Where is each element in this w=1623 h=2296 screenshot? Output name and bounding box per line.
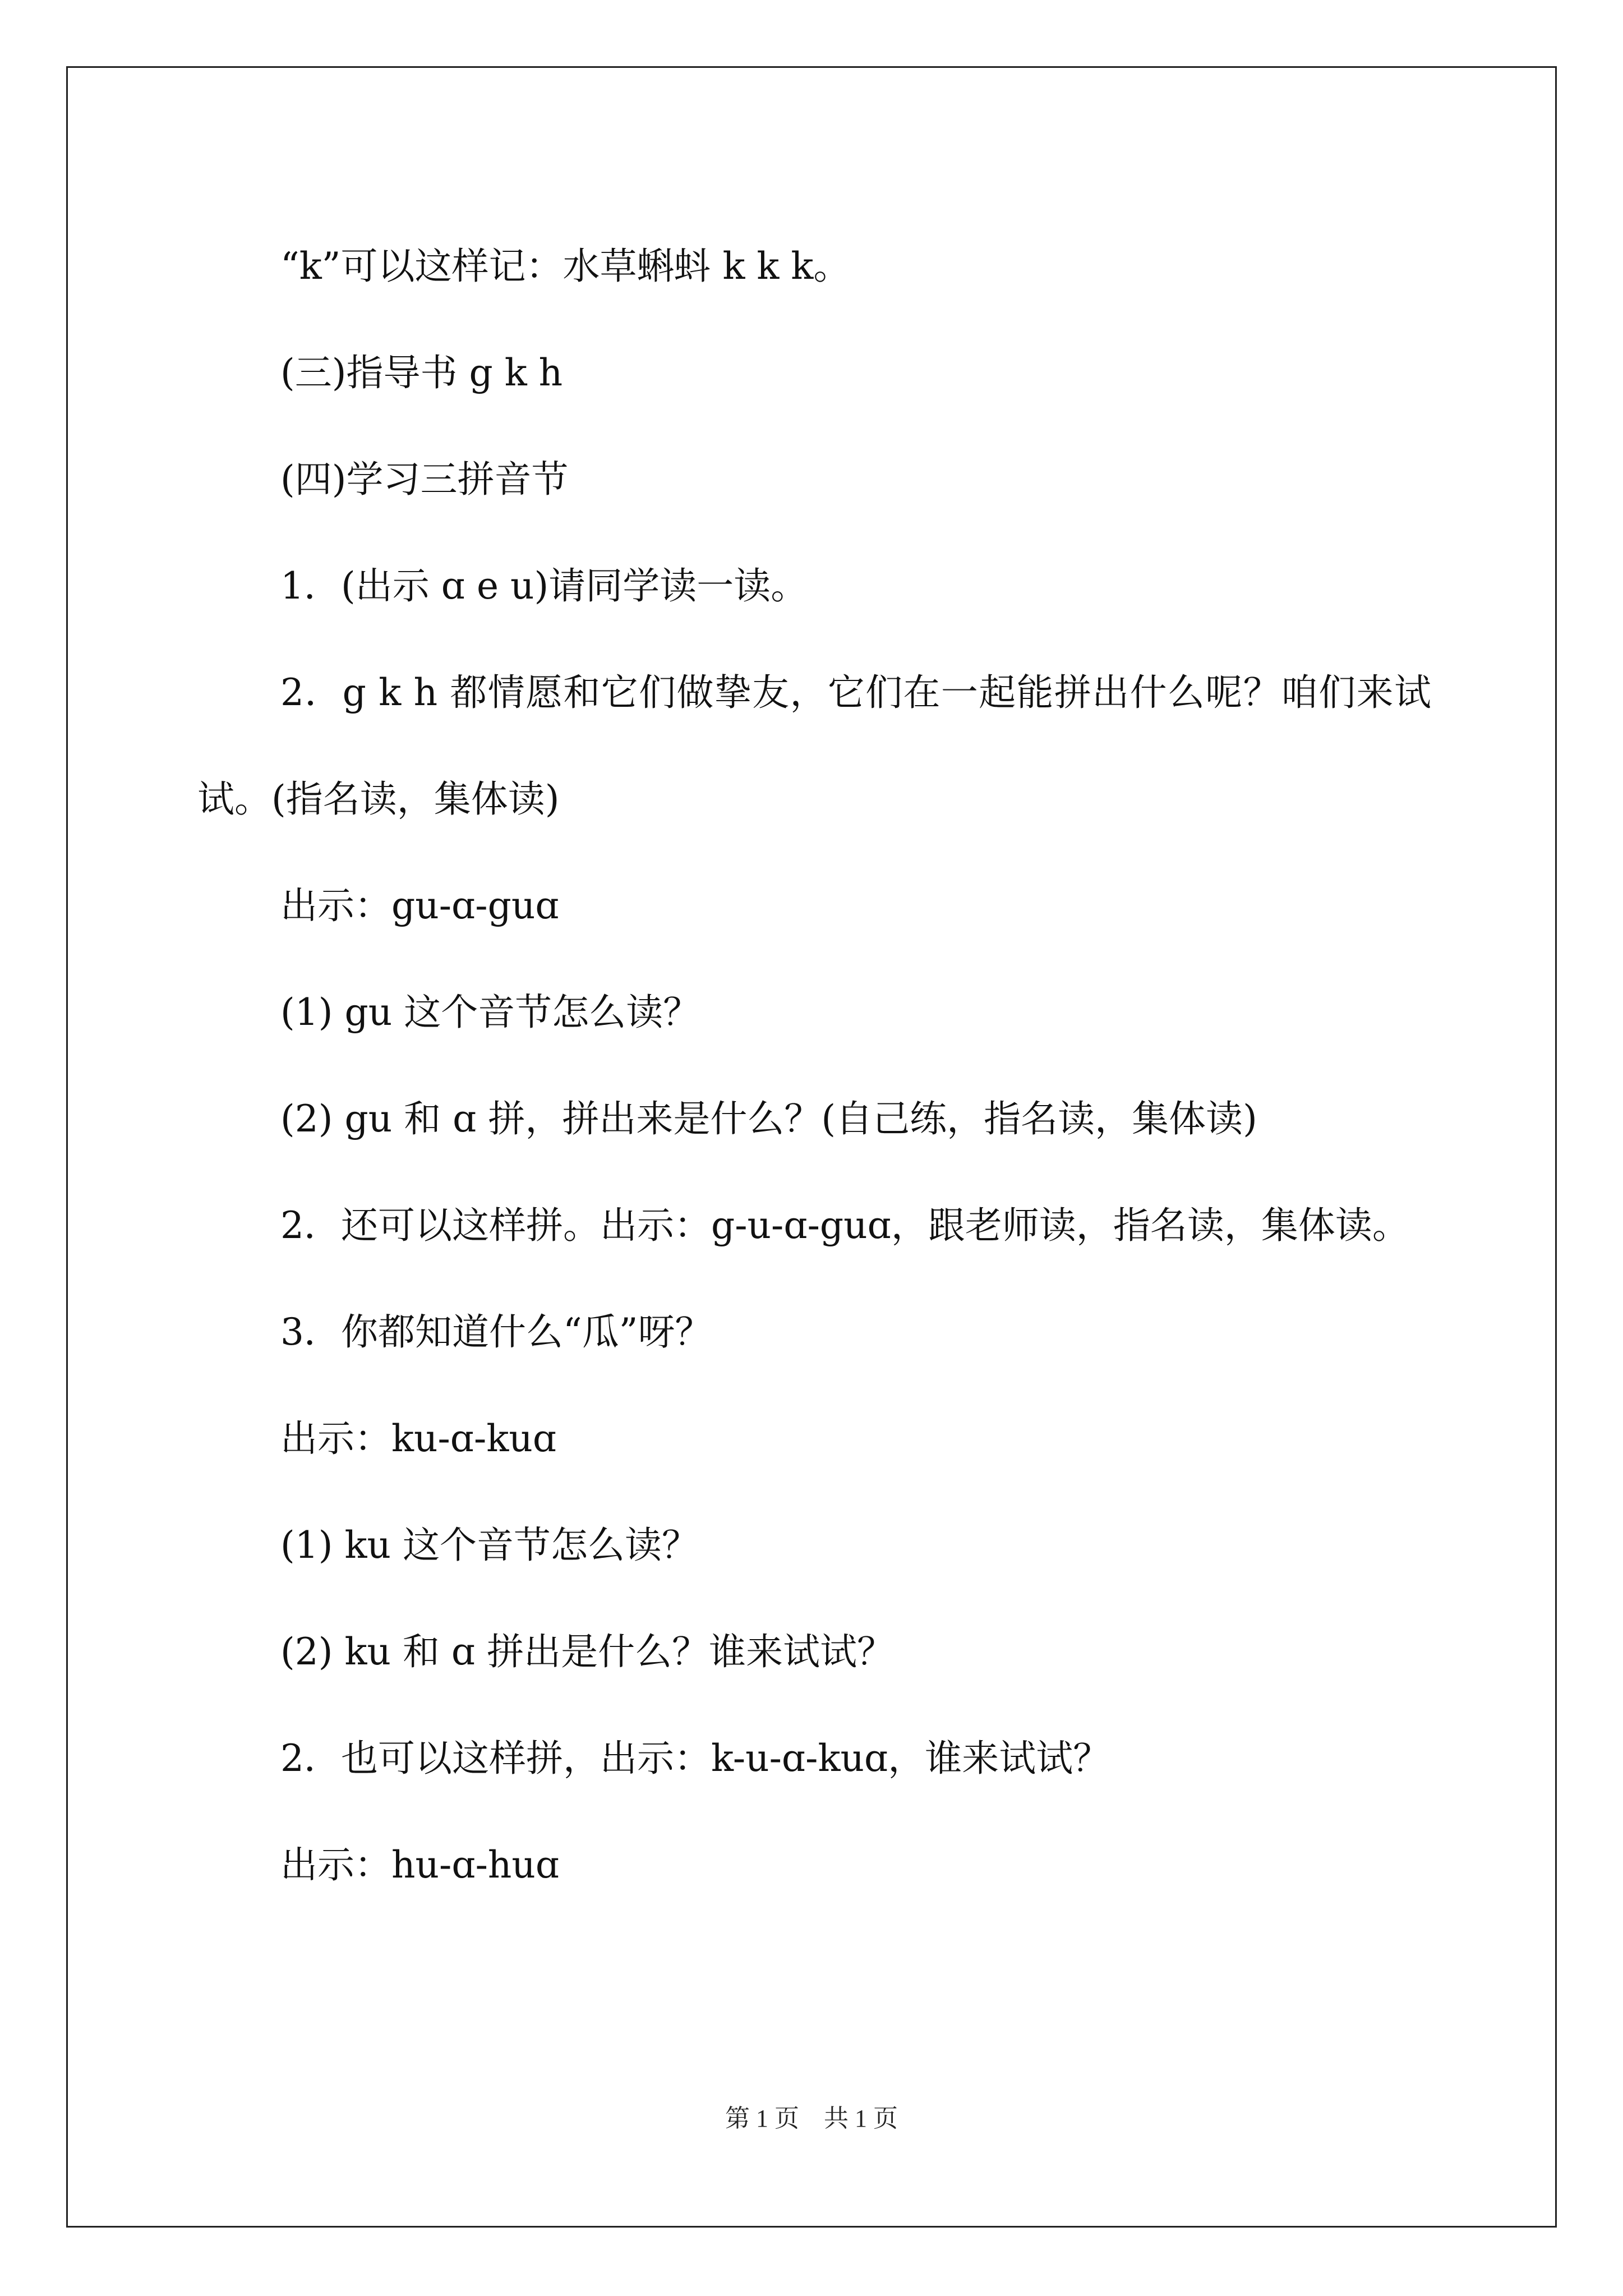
paragraph: 3．你都知道什么“瓜”呀？ bbox=[280, 1310, 712, 1354]
paragraph: 1．(出示 ɑ e u)请同学读一读。 bbox=[280, 564, 808, 608]
paragraph: 2．还可以这样拼。出示：g-u-ɑ-guɑ，跟老师读，指名读，集体读。 bbox=[280, 1204, 1409, 1247]
paragraph: (1) gu 这个音节怎么读？ bbox=[280, 991, 700, 1034]
paragraph: 2．g k h 都情愿和它们做挚友，它们在一起能拼出什么呢？咱们来试试。(指名读，集体读) bbox=[197, 671, 1431, 821]
paragraph: (1) ku 这个音节怎么读？ bbox=[280, 1524, 699, 1567]
document-body bbox=[197, 213, 1431, 1918]
paragraph: (2) ku 和 ɑ 拼出是什么？谁来试试？ bbox=[280, 1630, 895, 1673]
paragraph: (四)学习三拼音节 bbox=[280, 458, 569, 501]
paragraph: (2) gu 和 ɑ 拼，拼出来是什么？(自己练，指名读，集体读) bbox=[280, 1097, 1257, 1140]
paragraph: 出示：ku-ɑ-kuɑ bbox=[280, 1417, 557, 1460]
page-number-footer: 第 1 页 共 1 页 bbox=[725, 2105, 898, 2132]
paragraph: (三)指导书 g k h bbox=[280, 351, 563, 394]
paragraph: 2．也可以这样拼，出示：k-u-ɑ-kuɑ，谁来试试？ bbox=[280, 1737, 1110, 1780]
paragraph: 出示：hu-ɑ-huɑ bbox=[280, 1843, 560, 1887]
paragraph: 出示：gu-ɑ-guɑ bbox=[280, 884, 559, 927]
paragraph: “k”可以这样记：水草蝌蚪 k k k。 bbox=[280, 245, 851, 288]
